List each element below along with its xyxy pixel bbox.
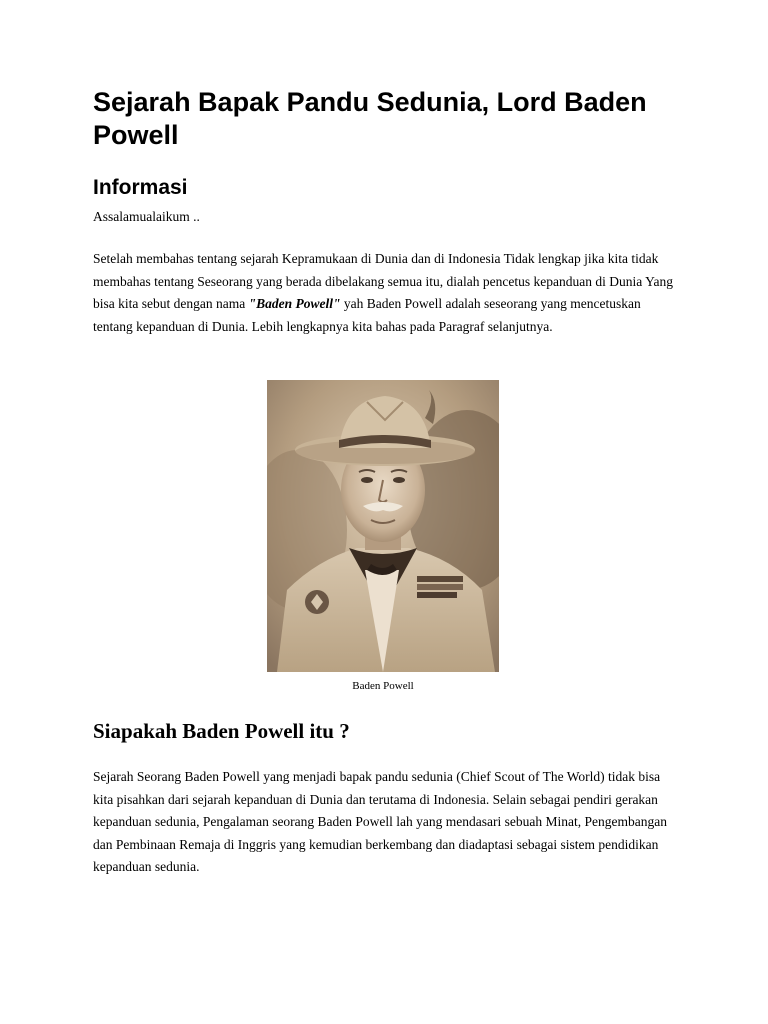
figure-caption: Baden Powell: [352, 680, 414, 692]
document-title: Sejarah Bapak Pandu Sedunia, Lord Baden Powell: [93, 87, 647, 150]
biography-paragraph: Sejarah Seorang Baden Powell yang menjadi bapak pandu sedunia (Chief Scout of The World) tidak bisa kita pisahkan dari sejarah kepanduan di Dunia dan terutama di Indonesia. Selain sebagai pendiri gerakan kepanduan sedunia, Pengalaman seorang Baden Powell lah yang mendasari sebuah Minat, Pengembangan dan Pembinaan Remaja di Inggris yang kemudian berkembang dan diadaptasi sebagai sistem pendidikan kepanduan sedunia.: [93, 769, 667, 875]
intro-text-after-name: yah Baden Powell adalah seseorang yang mencetuskan tentang kepanduan di Dunia. Lebih lengkapnya kita bahas pada Paragraf selanjutnya.: [93, 296, 641, 334]
intro-paragraph: [93, 248, 673, 338]
baden-powell-portrait-photo: [267, 380, 499, 672]
intro-text-before-name: Setelah membahas tentang sejarah Kepramukaan di Dunia dan di Indonesia Tidak lengkap jika kita tidak membahas tentang Seseorang yang berada dibelakang semua itu, dialah pencetus kepanduan di Dunia Yang bisa kita sebut dengan nama: [93, 251, 673, 312]
highlighted-name: "Baden Powell": [248, 296, 341, 312]
greeting-text: Assalamualaikum ..: [93, 209, 200, 224]
section-heading-siapakah: Siapakah Baden Powell itu ?: [93, 719, 350, 743]
portrait-illustration: [267, 380, 499, 672]
section-heading-informasi: Informasi: [93, 176, 188, 199]
